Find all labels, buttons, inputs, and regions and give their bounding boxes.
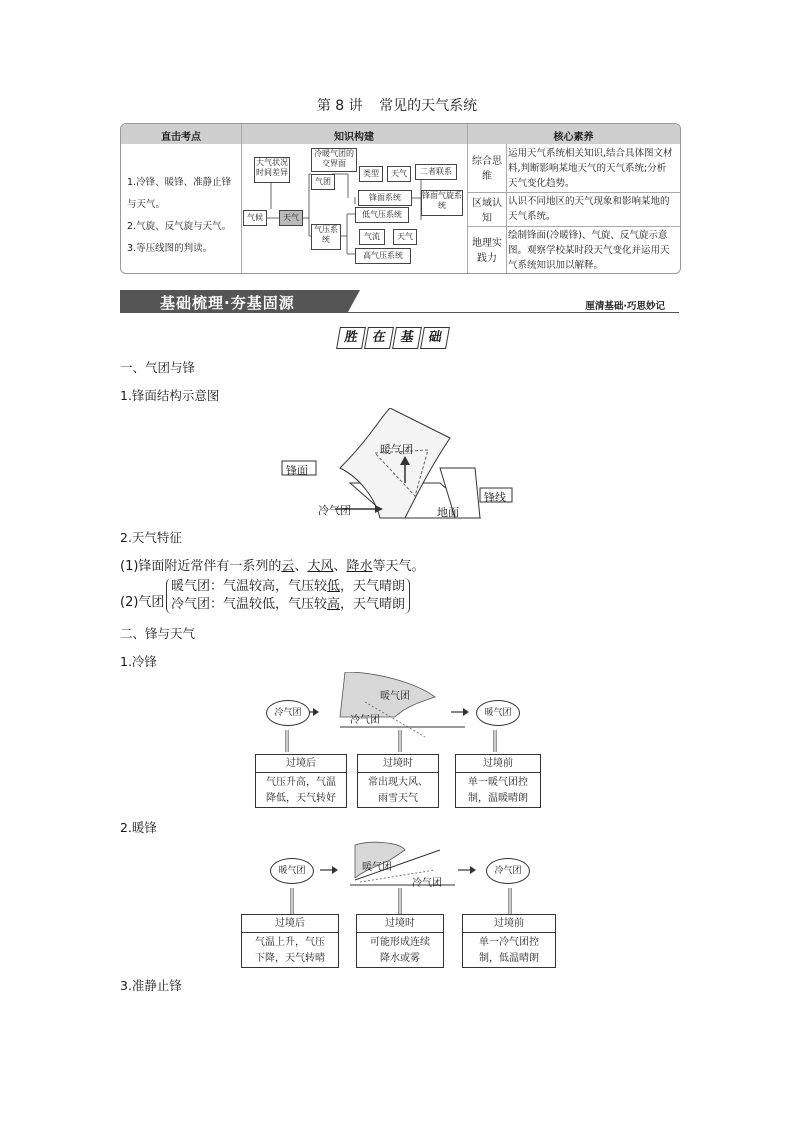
- cold-front-panel-after: 过境后 气压升高，气温 降低，天气转好: [255, 754, 347, 808]
- node-climate: 气候: [243, 210, 267, 226]
- subsection-heading: 2.暖锋: [120, 820, 157, 835]
- subtitle-char: 胜: [336, 327, 366, 349]
- label-front-line: 锋线: [484, 491, 506, 504]
- cold-mass-feature: 冷气团：气温较低，气压较高，天气晴朗: [171, 597, 406, 612]
- overview-table: [120, 123, 681, 274]
- page-title: [0, 95, 794, 115]
- subtitle-tiles: [338, 326, 450, 348]
- subsection-heading: 1.锋面结构示意图: [120, 388, 220, 403]
- node-relation: 二者联系: [415, 164, 457, 180]
- header-core-literacy: 核心素养: [553, 132, 594, 143]
- node-air-mass: 气团: [311, 174, 335, 190]
- section-heading: 二、锋与天气: [120, 626, 196, 641]
- section-banner: [120, 286, 679, 314]
- banner-slogan: 厘清基础·巧思妙记: [585, 301, 665, 312]
- lecture-number: 第 8 讲: [316, 98, 363, 114]
- label-front: 锋面: [286, 464, 308, 477]
- subtitle-char: 在: [364, 327, 394, 349]
- node-high-pressure: 高气压系统: [355, 248, 411, 264]
- header-exam-points: 直击考点: [161, 132, 201, 143]
- literacy-label: 综合思维: [472, 156, 502, 182]
- cold-front-mid-warm: 暖气团: [380, 691, 410, 702]
- node-weather-2: 天气: [387, 166, 411, 182]
- node-interface: 冷暖气团的交界面: [311, 148, 357, 172]
- feature-line-1: (1)锋面附近常伴有一系列的云、大风、降水等天气。: [120, 559, 425, 574]
- warm-front-mid-warm: 暖气团: [362, 862, 392, 873]
- cold-front-mid-cold: 冷气团: [350, 715, 380, 726]
- literacy-text: 绘制锋面(冷暖锋)、气旋、反气旋示意图。观察学校某时段天气变化并运用天气系统知识加以解释。: [508, 230, 670, 271]
- banner-title: 基础梳理·夯基固源: [160, 294, 295, 312]
- node-weather: 天气: [279, 210, 303, 226]
- label-warm-mass: 暖气团: [380, 443, 413, 456]
- node-front-system: 锋面系统: [358, 190, 412, 206]
- cold-front-panel-during: 过境时 常出现大风、 雨雪天气: [357, 754, 439, 808]
- feature-air-mass-label: (2)气团: [120, 595, 165, 610]
- subtitle-char: 基: [392, 327, 422, 349]
- warm-front-mid-cold: 冷气团: [412, 878, 442, 889]
- node-airflow: 气流: [359, 229, 385, 245]
- warm-mass-cloud-right: 暖气团: [476, 700, 520, 726]
- exam-point: 3.等压线图的判读。: [127, 243, 213, 254]
- node-cyclone-system: 锋面气旋系统: [421, 190, 463, 216]
- air-mass-brace: [166, 578, 410, 614]
- subsection-heading: 2.天气特征: [120, 530, 182, 545]
- subsection-heading: 1.冷锋: [120, 654, 157, 669]
- subtitle-char: 础: [420, 327, 450, 349]
- literacy-label: 地理实践力: [472, 238, 502, 264]
- warm-front-panel-before: 过境前 单一冷气团控 制，低温晴朗: [462, 914, 556, 968]
- warm-mass-cloud-left: 暖气团: [270, 858, 314, 884]
- node-low-pressure: 低气压系统: [355, 207, 409, 223]
- warm-mass-feature: 暖气团：气温较高，气压较低，天气晴朗: [171, 579, 406, 594]
- exam-point: 1.冷锋、暖锋、准静止锋与天气。: [127, 177, 232, 210]
- lecture-topic: 常见的天气系统: [379, 98, 478, 114]
- node-weather-3: 天气: [393, 229, 417, 245]
- subsection-heading: 3.准静止锋: [120, 978, 182, 993]
- front-structure-diagram: [280, 408, 520, 523]
- warm-front-panel-during: 过境时 可能形成连续 降水或雾: [356, 914, 444, 968]
- warm-front-panel-after: 过境后 气温上升，气压 下降，天气转晴: [241, 914, 339, 968]
- literacy-text: 认识不同地区的天气现象和影响某地的天气系统。: [508, 196, 670, 222]
- literacy-text: 运用天气系统相关知识,结合具体图文材料,判断影响某地天气的天气系统;分析天气变化趋势。: [508, 148, 673, 189]
- exam-point: 2.气旋、反气旋与天气。: [127, 221, 232, 232]
- node-pressure-system: 气压系统: [311, 224, 341, 250]
- header-knowledge-map: 知识构建: [334, 132, 374, 143]
- node-atmosphere-diff: 大气状况时间差异: [254, 157, 290, 183]
- label-cold-mass: 冷气团: [318, 504, 351, 517]
- cold-mass-cloud-right: 冷气团: [486, 858, 530, 884]
- cold-front-panel-before: 过境前 单一暖气团控 制，温暖晴朗: [455, 754, 541, 808]
- cold-mass-cloud-left: 冷气团: [266, 700, 310, 726]
- node-type: 类型: [359, 166, 383, 182]
- label-ground: 地面: [437, 506, 459, 519]
- section-heading: 一、气团与锋: [120, 360, 196, 375]
- literacy-label: 区域认知: [472, 198, 502, 224]
